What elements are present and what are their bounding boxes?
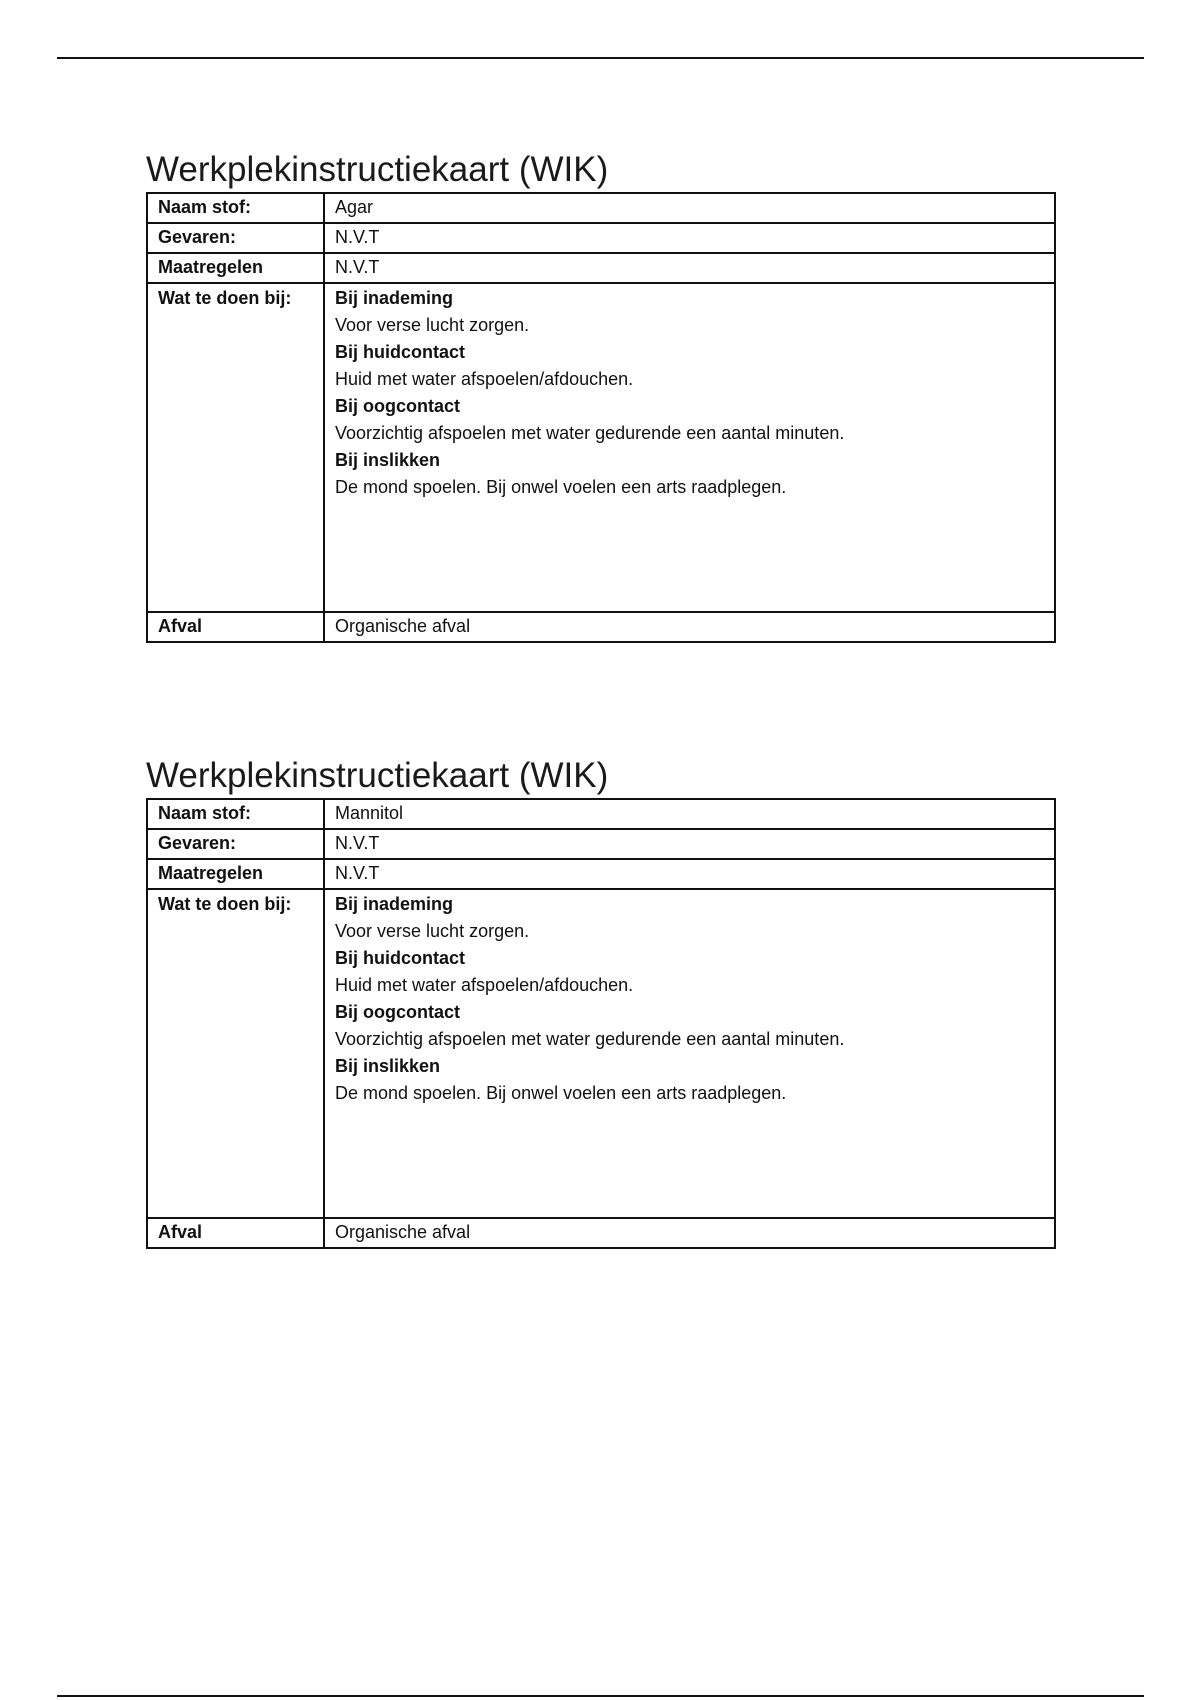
section-text: De mond spoelen. Bij onwel voelen een arts raadplegen. — [335, 1083, 787, 1103]
section-text: Huid met water afspoelen/afdouchen. — [335, 975, 634, 995]
first-aid-instructions — [324, 889, 1055, 1218]
row-afval — [147, 1218, 1055, 1248]
row-afval — [147, 612, 1055, 642]
row-value: Mannitol — [324, 799, 1055, 829]
footer-rule — [57, 1695, 1144, 1697]
section-text: Voorzichtig afspoelen met water gedurende een aantal minuten. — [335, 1029, 845, 1049]
wik-card-mannitol — [146, 754, 1056, 1249]
row-value: Organische afval — [324, 1218, 1055, 1248]
wik-card-agar — [146, 148, 1056, 643]
row-value: N.V.T — [324, 253, 1055, 283]
section-text: Huid met water afspoelen/afdouchen. — [335, 369, 634, 389]
row-wat-te-doen — [147, 889, 1055, 1218]
row-value: Organische afval — [324, 612, 1055, 642]
first-aid-instructions — [324, 283, 1055, 612]
row-maatregelen — [147, 253, 1055, 283]
row-label: Afval — [147, 1218, 324, 1248]
card-title: Werkplekinstructiekaart (WIK) — [146, 756, 609, 795]
row-label: Afval — [147, 612, 324, 642]
row-label: Wat te doen bij: — [147, 283, 324, 612]
row-naam-stof — [147, 193, 1055, 223]
section-heading: Bij inademing — [335, 894, 454, 914]
wik-table — [146, 192, 1056, 643]
section-text: Voor verse lucht zorgen. — [335, 315, 530, 335]
row-wat-te-doen — [147, 283, 1055, 612]
card-title: Werkplekinstructiekaart (WIK) — [146, 150, 609, 189]
row-value: N.V.T — [324, 829, 1055, 859]
row-label: Naam stof: — [147, 193, 324, 223]
row-label: Wat te doen bij: — [147, 889, 324, 1218]
section-heading: Bij oogcontact — [335, 1002, 460, 1022]
row-label: Maatregelen — [147, 253, 324, 283]
row-naam-stof — [147, 799, 1055, 829]
row-label: Gevaren: — [147, 829, 324, 859]
section-text: Voorzichtig afspoelen met water gedurende een aantal minuten. — [335, 423, 845, 443]
section-heading: Bij inademing — [335, 288, 454, 308]
section-heading: Bij inslikken — [335, 450, 441, 470]
row-value: N.V.T — [324, 859, 1055, 889]
section-heading: Bij huidcontact — [335, 342, 465, 362]
row-gevaren — [147, 223, 1055, 253]
row-gevaren — [147, 829, 1055, 859]
wik-table — [146, 798, 1056, 1249]
row-label: Naam stof: — [147, 799, 324, 829]
section-text: Voor verse lucht zorgen. — [335, 921, 530, 941]
row-label: Maatregelen — [147, 859, 324, 889]
section-heading: Bij oogcontact — [335, 396, 460, 416]
row-value: Agar — [324, 193, 1055, 223]
row-maatregelen — [147, 859, 1055, 889]
row-value: N.V.T — [324, 223, 1055, 253]
section-heading: Bij huidcontact — [335, 948, 465, 968]
header-rule — [57, 57, 1144, 59]
row-label: Gevaren: — [147, 223, 324, 253]
section-heading: Bij inslikken — [335, 1056, 441, 1076]
section-text: De mond spoelen. Bij onwel voelen een arts raadplegen. — [335, 477, 787, 497]
